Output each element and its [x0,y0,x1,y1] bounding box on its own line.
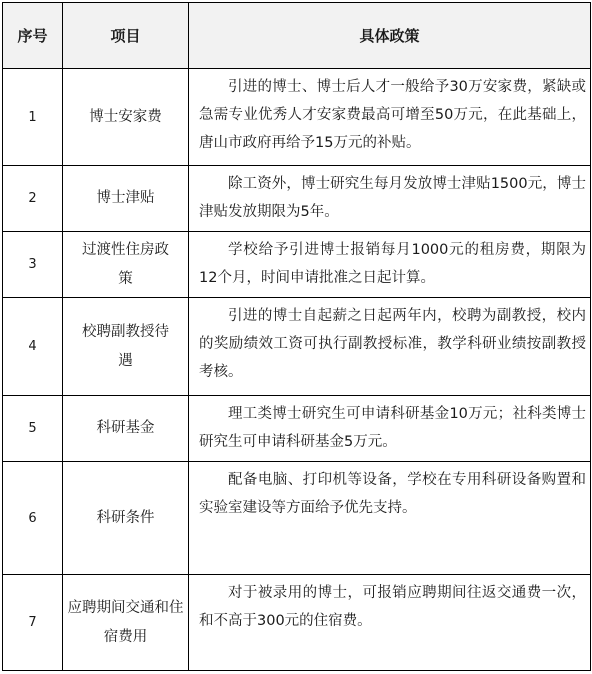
row-item: 应聘期间交通和住宿费用 [63,575,189,671]
row-index: 5 [3,396,63,462]
header-row [3,3,591,69]
row-item: 过渡性住房政策 [63,232,189,298]
row-index: 2 [3,166,63,232]
header-policy: 具体政策 [189,3,591,69]
row-policy: 对于被录用的博士，可报销应聘期间往返交通费一次，和不高于300元的住宿费。 [189,575,591,671]
row-index: 6 [3,462,63,575]
table-row [3,396,591,462]
row-policy: 理工类博士研究生可申请科研基金10万元；社科类博士研究生可申请科研基金5万元。 [189,396,591,462]
row-index: 3 [3,232,63,298]
header-index: 序号 [3,3,63,69]
row-policy: 引进的博士、博士后人才一般给予30万安家费，紧缺或急需专业优秀人才安家费最高可增至50万元，在此基础上，唐山市政府再给予15万元的补贴。 [189,69,591,166]
row-policy: 除工资外，博士研究生每月发放博士津贴1500元，博士津贴发放期限为5年。 [189,166,591,232]
table-row [3,575,591,671]
header-item: 项目 [63,3,189,69]
table-row [3,232,591,298]
row-policy: 配备电脑、打印机等设备，学校在专用科研设备购置和实验室建设等方面给予优先支持。 [189,462,591,575]
row-item: 科研基金 [63,396,189,462]
row-index: 4 [3,298,63,396]
table-row [3,462,591,575]
row-policy: 学校给予引进博士报销每月1000元的租房费，期限为12个月，时间申请批准之日起计算。 [189,232,591,298]
row-item: 科研条件 [63,462,189,575]
row-index: 1 [3,69,63,166]
row-index: 7 [3,575,63,671]
policy-table [2,2,591,671]
row-item: 博士安家费 [63,69,189,166]
row-policy: 引进的博士自起薪之日起两年内，校聘为副教授，校内的奖励绩效工资可执行副教授标准，教学科研业绩按副教授考核。 [189,298,591,396]
table-row [3,166,591,232]
row-item: 博士津贴 [63,166,189,232]
row-item: 校聘副教授待遇 [63,298,189,396]
table-row [3,69,591,166]
table-row [3,298,591,396]
